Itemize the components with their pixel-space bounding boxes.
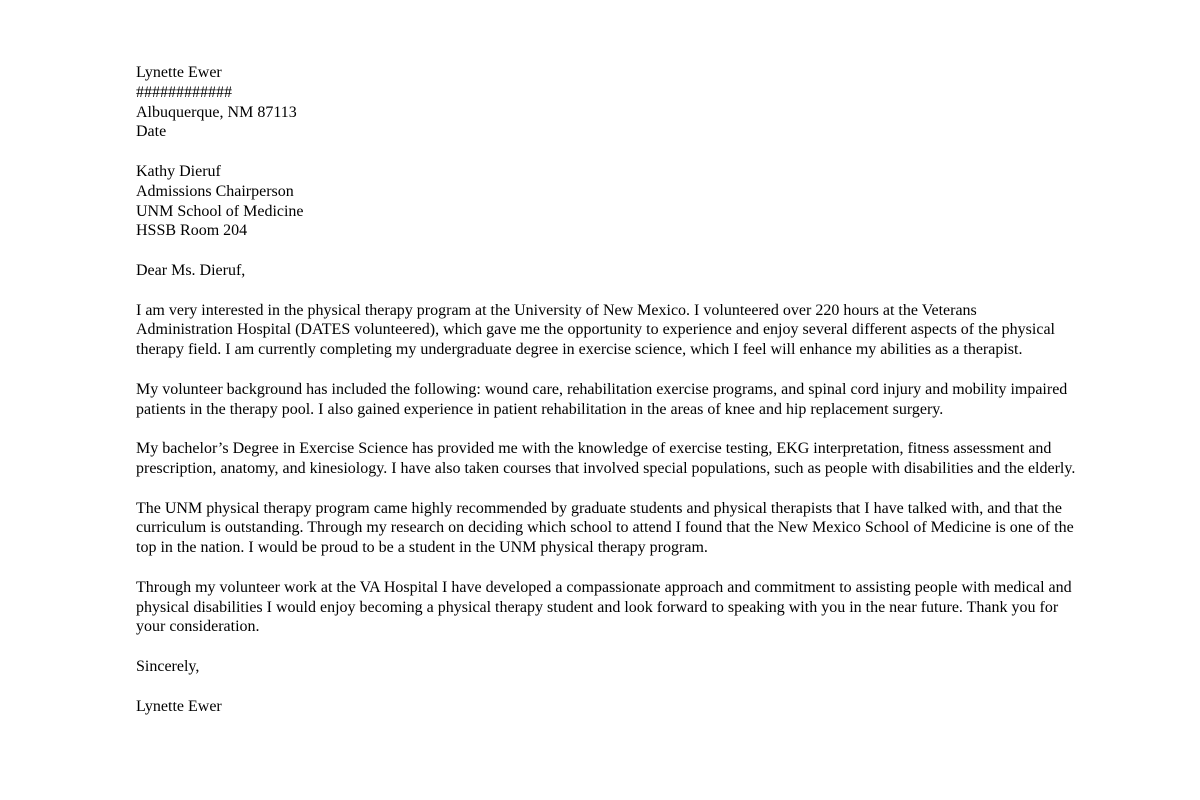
salutation: Dear Ms. Dieruf, [136, 261, 246, 279]
spacer [136, 677, 1076, 697]
body-paragraph-3: My bachelor’s Degree in Exercise Science has provided me with the knowledge of exercise testing, EKG interpretation, fitness assessment and prescription, anatomy, and kinesiology. I have also taken courses that involved special populations, such as people with disabilities and the elderly. [136, 440, 1076, 477]
body-paragraph-5: Through my volunteer work at the VA Hospital I have developed a compassionate approach and commitment to assisting people with medical and physical disabilities I would enjoy becoming a physical therapy student and look forward to speaking with you in the near future. Thank you for your consideration. [136, 578, 1072, 636]
spacer [136, 142, 1076, 162]
cover-letter [136, 63, 1076, 716]
spacer [136, 241, 1076, 261]
sender-address-block [136, 63, 1076, 142]
signature-name: Lynette Ewer [136, 697, 222, 715]
spacer [136, 419, 1076, 439]
recipient-title: Admissions Chairperson [136, 182, 294, 200]
body-paragraph-2: My volunteer background has included the following: wound care, rehabilitation exercise programs, and spinal cord injury and mobility impaired patients in the therapy pool. I also gained experience in patient rehabilitation in the areas of knee and hip replacement surgery. [136, 380, 1068, 418]
sender-name: Lynette Ewer [136, 64, 222, 81]
spacer [136, 637, 1076, 657]
closing: Sincerely, [136, 657, 200, 675]
recipient-organization: UNM School of Medicine [136, 202, 304, 220]
sender-city-state-zip: Albuquerque, NM 87113 [136, 103, 297, 121]
spacer [136, 558, 1076, 578]
letter-date: Date [136, 123, 167, 141]
recipient-name: Kathy Dieruf [136, 162, 221, 180]
spacer [136, 360, 1076, 380]
spacer [136, 479, 1076, 499]
sender-street-address: ############ [136, 83, 232, 101]
body-paragraph-4: The UNM physical therapy program came highly recommended by graduate students and physical therapists that I have talked with, and that the curriculum is outstanding. Through my research on deciding which school to attend I found that the New Mexico School of Medicine is one of the top in the nation. I would be proud to be a student in the UNM physical therapy program. [136, 499, 1074, 557]
recipient-address-block [136, 162, 1076, 241]
recipient-room: HSSB Room 204 [136, 222, 248, 240]
body-paragraph-1: I am very interested in the physical therapy program at the University of New Mexico. I volunteered over 220 hours at the Veterans Administration Hospital (DATES volunteered), which gave me the opportunity to experience and enjoy several different aspects of the physical therapy field. I am currently completing my undergraduate degree in exercise science, which I feel will enhance my abilities as a therapist. [136, 301, 1055, 359]
spacer [136, 281, 1076, 301]
